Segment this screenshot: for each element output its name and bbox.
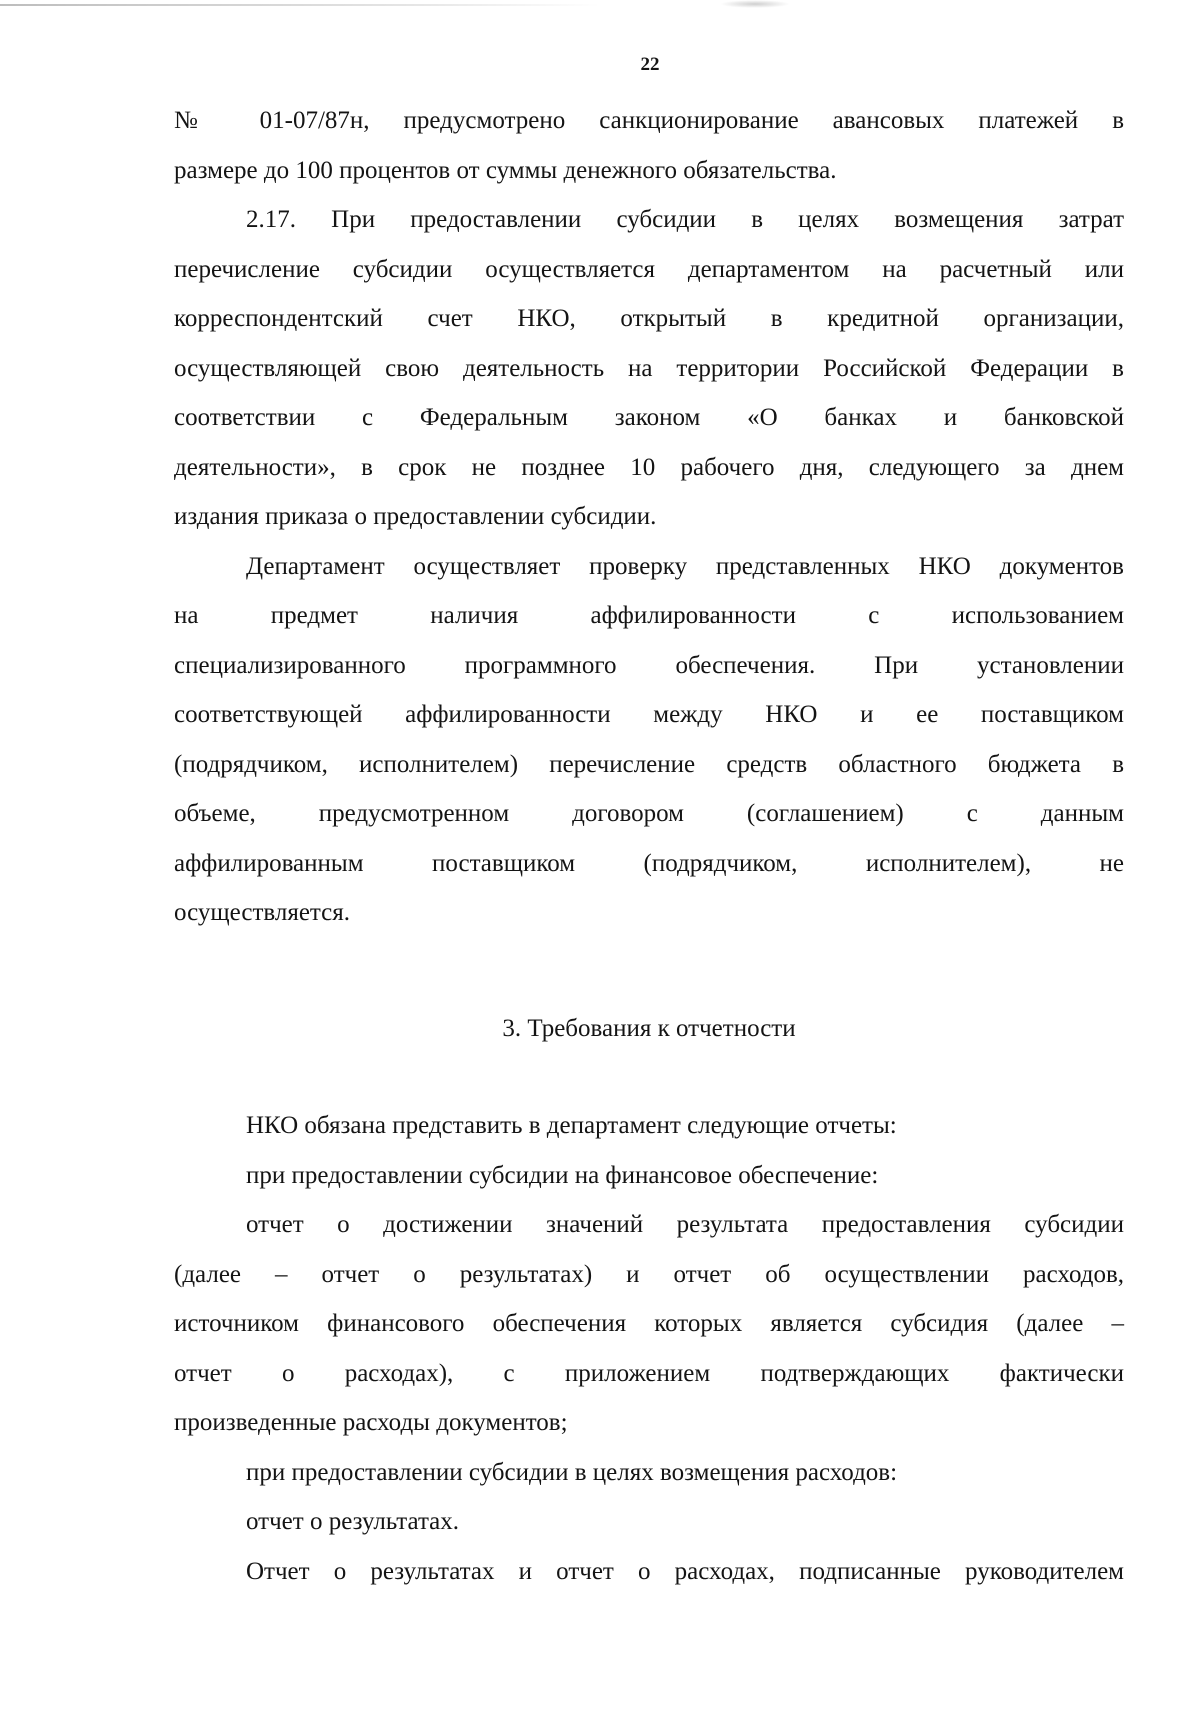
scan-edge-artifact	[0, 4, 600, 6]
reporting-line: НКО обязана представить в департамент следующие отчеты:	[246, 1112, 897, 1139]
clause-2-17-line: издания приказа о предоставлении субсидии.	[174, 503, 657, 530]
reporting-line: Отчет о результатах и отчет о расходах, подписанные руководителем	[246, 1557, 1124, 1585]
reports-list-line: источником финансового обеспечения которых является субсидия (далее –	[174, 1310, 1124, 1337]
clause-2-17-line: деятельности», в срок не позднее 10 рабочего дня, следующего за днем	[174, 453, 1124, 481]
clause-2-17-line: соответствии с Федеральным законом «О банках и банковской	[174, 404, 1124, 431]
reporting-line: при предоставлении субсидии на финансовое обеспечение:	[246, 1161, 879, 1189]
text-block-top	[174, 96, 1124, 938]
section-heading: 3. Требования к отчетности	[502, 1015, 796, 1042]
clause-2-17-line: перечисление субсидии осуществляется департаментом на расчетный или	[174, 255, 1124, 283]
reporting-line: отчет о результатах.	[246, 1508, 460, 1535]
reports-list-line: отчет о расходах), с приложением подтверждающих фактически	[174, 1359, 1124, 1387]
reporting-line: при предоставлении субсидии в целях возмещения расходов:	[246, 1458, 898, 1486]
clause-2-17-line: осуществляющей свою деятельность на территории Российской Федерации в	[174, 354, 1124, 382]
reports-list-line: отчет о достижении значений результата предоставления субсидии	[246, 1211, 1124, 1238]
scan-smudge-artifact	[720, 0, 790, 8]
affiliation-paragraph-line: (подрядчиком, исполнителем) перечисление средств областного бюджета в	[174, 750, 1124, 778]
affiliation-paragraph-line: специализированного программного обеспечения. При установлении	[174, 651, 1124, 679]
affiliation-paragraph-line: соответствующей аффилированности между НКО и ее поставщиком	[174, 701, 1124, 728]
text-block-bottom	[174, 1101, 1124, 1596]
reports-list-line: (далее – отчет о результатах) и отчет об осуществлении расходов,	[174, 1260, 1124, 1288]
affiliation-paragraph-line: объеме, предусмотренном договором (соглашением) с данным	[174, 800, 1124, 827]
affiliation-paragraph-line: аффилированным поставщиком (подрядчиком, исполнителем), не	[174, 849, 1124, 877]
clause-2-17-line: 2.17. При предоставлении субсидии в целях возмещения затрат	[246, 206, 1124, 233]
paragraph-line: размере до 100 процентов от суммы денежного обязательства.	[174, 156, 837, 184]
paragraph-line: № 01-07/87н, предусмотрено санкционирование авансовых платежей в	[174, 107, 1124, 134]
affiliation-paragraph-line: Департамент осуществляет проверку представленных НКО документов	[246, 552, 1124, 580]
affiliation-paragraph-line: на предмет наличия аффилированности с использованием	[174, 602, 1124, 629]
page-number: 22	[640, 54, 660, 75]
affiliation-paragraph-line: осуществляется.	[174, 899, 351, 926]
clause-2-17-line: корреспондентский счет НКО, открытый в кредитной организации,	[174, 305, 1124, 332]
reports-list-line: произведенные расходы документов;	[174, 1409, 568, 1436]
